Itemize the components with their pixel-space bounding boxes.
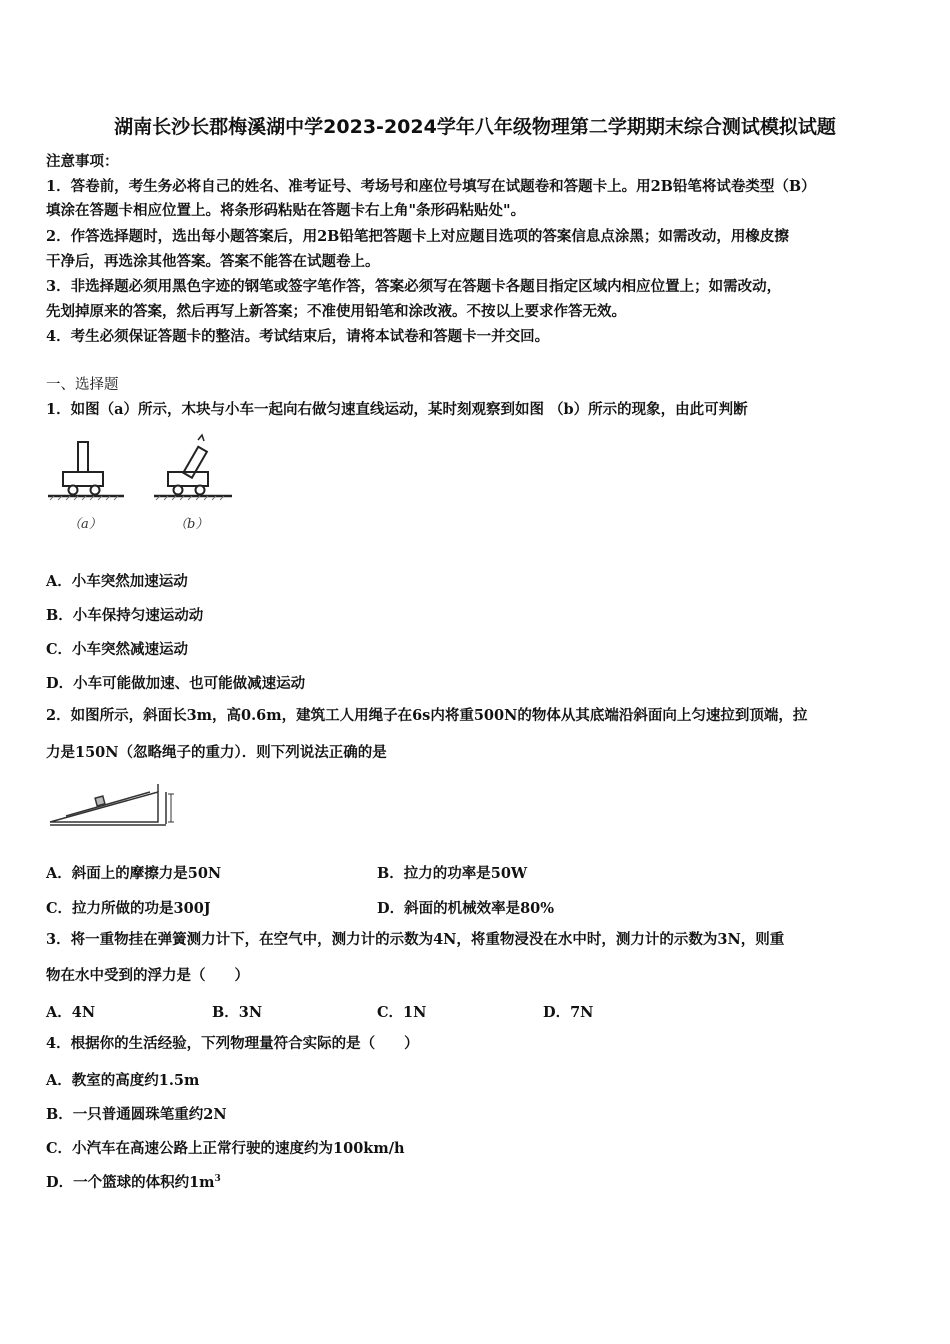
notice-line: 干净后，再选涂其他答案。答案不能答在试题卷上。: [46, 253, 380, 270]
q1-option-a[interactable]: A．小车突然加速运动: [46, 573, 188, 590]
q2-option-a[interactable]: A．斜面上的摩擦力是50N: [46, 865, 222, 882]
fig-label-a: （a）: [68, 517, 102, 532]
q1-option-c[interactable]: C．小车突然减速运动: [46, 641, 189, 658]
notice-line: 先划掉原来的答案，然后再写上新答案；不准使用铅笔和涂改液。不按以上要求作答无效。: [46, 303, 626, 320]
q4-stem: 4．根据你的生活经验，下列物理量符合实际的是（ ）: [46, 1035, 419, 1052]
q4-option-b[interactable]: B．一只普通圆珠笔重约2N: [46, 1106, 227, 1123]
page-title: 湖南长沙长郡梅溪湖中学2023-2024学年八年级物理第二学期期末综合测试模拟试题: [114, 116, 836, 138]
fig-label-b: （b）: [174, 517, 209, 532]
cart-b: [168, 435, 208, 495]
q2-stem-line1: 2．如图所示，斜面长3m，高0.6m，建筑工人用绳子在6s内将重500N的物体从其底端沿斜面向上匀速拉到顶端，拉: [46, 707, 808, 724]
q3-stem-line1: 3．将一重物挂在弹簧测力计下，在空气中，测力计的示数为4N，将重物浸没在水中时，测力计的示数为3N，则重: [46, 931, 785, 948]
q4-option-d-exponent: 3: [214, 1174, 221, 1185]
q3-option-d[interactable]: D．7N: [543, 1004, 594, 1021]
notice-line: 3．非选择题必须用黑色字迹的钢笔或签字笔作答，答案必须写在答题卡各题目指定区域内相应位置上；如需改动，: [46, 278, 782, 295]
q3-option-a[interactable]: A．4N: [46, 1004, 96, 1021]
q2-option-c[interactable]: C．拉力所做的功是300J: [46, 900, 211, 917]
q1-option-b[interactable]: B．小车保持匀速运动动: [46, 607, 204, 624]
q2-stem-line2: 力是150N（忽略绳子的重力）．则下列说法正确的是: [46, 744, 387, 761]
notice-line: 4．考生必须保证答题卡的整洁。考试结束后，请将本试卷和答题卡一并交回。: [46, 328, 550, 345]
q4-option-c[interactable]: C．小汽车在高速公路上正常行驶的速度约为100km/h: [46, 1140, 405, 1157]
q1-stem: 1．如图（a）所示，木块与小车一起向右做匀速直线运动，某时刻观察到如图 （b）所示的现象，由此可判断: [46, 401, 748, 418]
q3-option-c[interactable]: C．1N: [377, 1004, 427, 1021]
notice-line: 填涂在答题卡相应位置上。将条形码粘贴在答题卡右上角"条形码粘贴处"。: [46, 202, 526, 219]
notice-heading: 注意事项：: [46, 153, 119, 170]
section-heading: 一、选择题: [46, 377, 119, 393]
notice-line: 1．答卷前，考生务必将自己的姓名、准考证号、考场号和座位号填写在试题卷和答题卡上。用2B铅笔将试卷类型（B）: [46, 178, 816, 195]
incline-figure: [46, 780, 191, 830]
q2-option-b[interactable]: B．拉力的功率是50W: [377, 865, 528, 882]
q2-option-d[interactable]: D．斜面的机械效率是80%: [377, 900, 555, 917]
q4-option-d-text: D．一个篮球的体积约1m: [46, 1174, 215, 1191]
cart-block-figure: [46, 428, 242, 538]
q3-stem-line2: 物在水中受到的浮力是（ ）: [46, 967, 249, 984]
cart-a: [63, 442, 103, 495]
q4-option-d[interactable]: [46, 1171, 221, 1192]
q4-option-a[interactable]: A．教室的高度约1.5m: [46, 1072, 200, 1089]
q3-option-b[interactable]: B．3N: [212, 1004, 263, 1021]
q1-option-d[interactable]: D．小车可能做加速、也可能做减速运动: [46, 675, 306, 692]
notice-line: 2．作答选择题时，选出每小题答案后，用2B铅笔把答题卡上对应题目选项的答案信息点涂黑；如需改动，用橡皮擦: [46, 228, 789, 245]
